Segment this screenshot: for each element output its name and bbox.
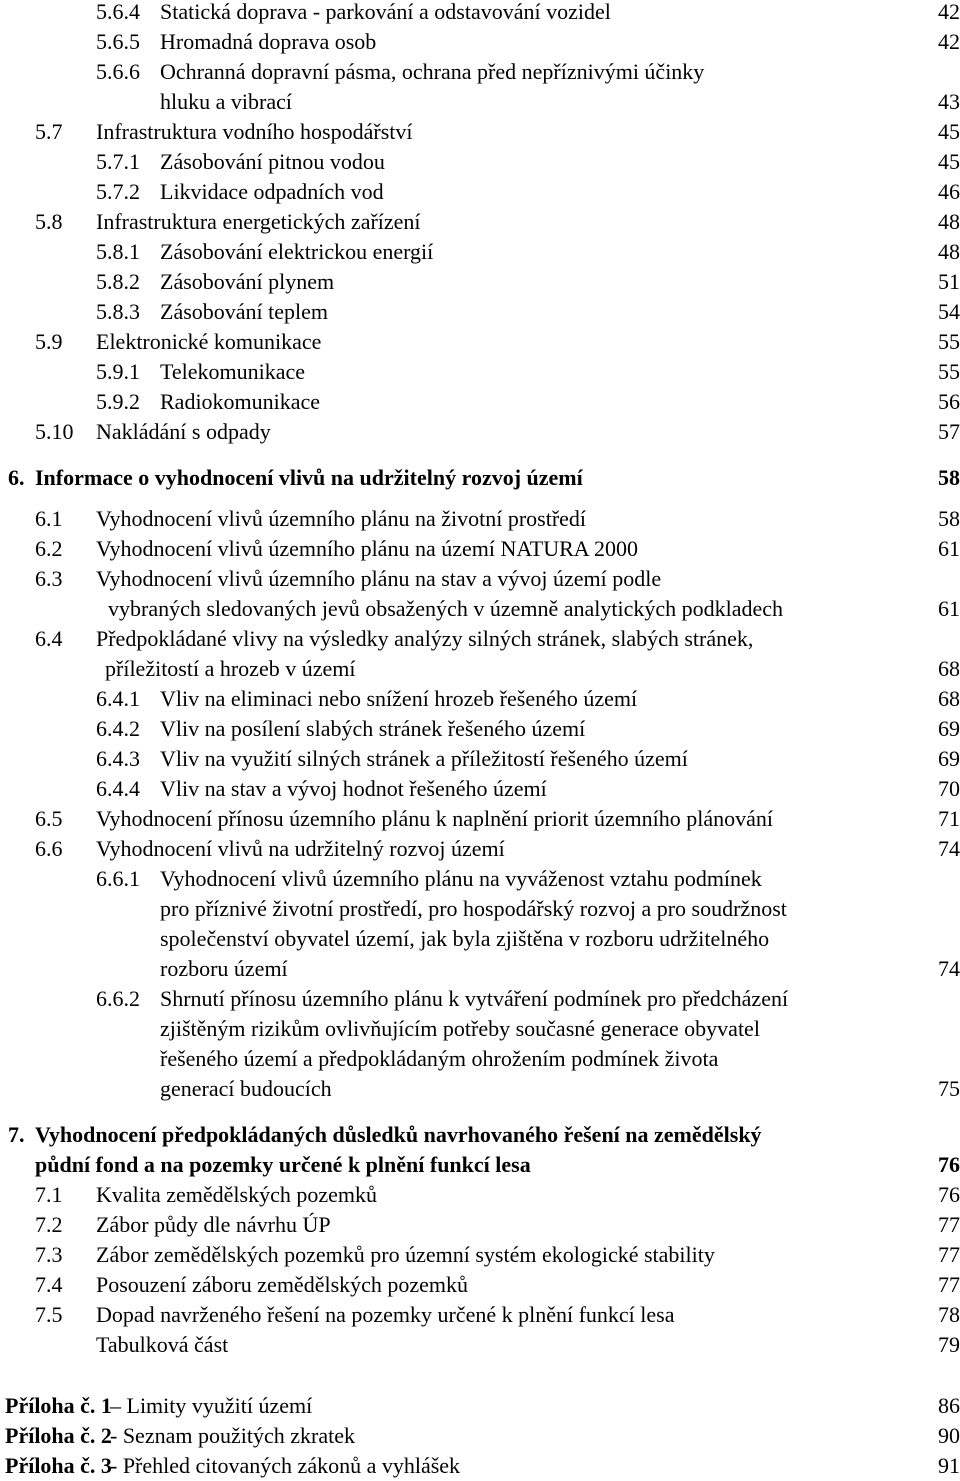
toc-entry-number: 5.8.1 [96, 239, 140, 264]
toc-entry-number: 5.6.4 [96, 0, 140, 24]
toc-entry-page: 75 [938, 1076, 960, 1101]
toc-entry-title: řešeného území a předpokládaným ohrožením podmínek života [160, 1046, 719, 1071]
toc-entry [0, 1014, 960, 1044]
toc-entry-number: 6.6 [35, 836, 63, 861]
toc-entry-number: 5.9.2 [96, 389, 140, 414]
toc-entry-title: vybraných sledovaných jevů obsažených v územně analytických podkladech [108, 596, 784, 621]
toc-entry-page: 61 [938, 536, 960, 561]
toc-entry-title: Zábor zemědělských pozemků pro územní systém ekologické stability [96, 1242, 715, 1267]
toc-entry-title: půdní fond a na pozemky určené k plnění funkcí lesa [35, 1152, 531, 1177]
toc-entry-number: 6.6.2 [96, 986, 140, 1011]
toc-entry-number: 6.4 [35, 626, 63, 651]
toc-entry-number: 5.8.2 [96, 269, 140, 294]
toc-entry-number: 5.8 [35, 209, 63, 234]
toc-entry-title: generací budoucích [160, 1076, 332, 1101]
toc-entry-title: Infrastruktura energetických zařízení [96, 209, 421, 234]
toc-entry-title: Vyhodnocení vlivů územního plánu na vyváženost vztahu podmínek [160, 866, 762, 891]
toc-entry-number: 6.4.1 [96, 686, 140, 711]
toc-entry-page: 46 [938, 179, 960, 204]
toc-entry [0, 1300, 960, 1330]
toc-entry-title: Vliv na využití silných stránek a příležitostí řešeného území [160, 746, 688, 771]
toc-entry-number: 5.10 [35, 419, 74, 444]
toc-entry [0, 207, 960, 237]
toc-entry-title: Zásobování teplem [160, 299, 329, 324]
toc-entry [0, 894, 960, 924]
toc-entry-number: 5.7.1 [96, 149, 140, 174]
toc-entry-page: 76 [938, 1182, 960, 1207]
toc-entry [0, 924, 960, 954]
toc-entry-number: 6.4.4 [96, 776, 140, 801]
toc-entry [0, 387, 960, 417]
toc-entry-title: pro příznivé životní prostředí, pro hospodářský rozvoj a pro soudržnost [160, 896, 787, 921]
toc-entry [0, 297, 960, 327]
toc-entry-page: 48 [938, 239, 960, 264]
toc-entry-page: 45 [938, 119, 960, 144]
toc-entry-title: Tabulková část [96, 1332, 229, 1357]
toc-entry-title: Hromadná doprava osob [160, 29, 377, 54]
toc-entry-title: zjištěným rizikům ovlivňujícím potřeby současné generace obyvatel [160, 1016, 760, 1041]
toc-entry-number: 6.3 [35, 566, 63, 591]
toc-entry [0, 774, 960, 804]
toc-entry-title: příležitostí a hrozeb v území [105, 656, 356, 681]
toc-entry-page: 90 [938, 1423, 960, 1448]
toc-entry-page: 55 [938, 329, 960, 354]
toc-entry [0, 463, 960, 493]
toc-entry-number: 6.4.2 [96, 716, 140, 741]
toc-entry-page: 76 [938, 1152, 960, 1177]
toc-entry-number: 7.4 [35, 1272, 63, 1297]
toc-entry-page: 86 [938, 1393, 960, 1418]
toc-entry-number: 6. [8, 465, 25, 490]
toc-entry-title: Zásobování pitnou vodou [160, 149, 385, 174]
toc-entry-page: 71 [938, 806, 960, 831]
toc-entry-page: 56 [938, 389, 960, 414]
toc-entry-title: Posouzení záboru zemědělských pozemků [96, 1272, 469, 1297]
toc-entry [0, 1270, 960, 1300]
toc-entry-title: Informace o vyhodnocení vlivů na udržitelný rozvoj území [35, 465, 583, 490]
toc-entry-number: 7.1 [35, 1182, 63, 1207]
toc-entry-page: 43 [938, 89, 960, 114]
toc-entry [0, 1330, 960, 1360]
toc-entry-number: 6.4.3 [96, 746, 140, 771]
toc-entry [0, 654, 960, 684]
toc-entry-number: 6.2 [35, 536, 63, 561]
toc-entry-title: Vyhodnocení přínosu územního plánu k naplnění priorit územního plánování [96, 806, 773, 831]
toc-entry-title: Vyhodnocení vlivů územního plánu na území NATURA 2000 [96, 536, 638, 561]
toc-entry [0, 504, 960, 534]
toc-entry [0, 1044, 960, 1074]
toc-entry-number: 5.7.2 [96, 179, 140, 204]
toc-entry-page: 74 [938, 836, 960, 861]
toc-entry [0, 864, 960, 894]
toc-entry-number: 7.2 [35, 1212, 63, 1237]
toc-entry-page: 91 [938, 1453, 960, 1478]
toc-entry-page: 58 [938, 465, 960, 490]
toc-entry-title: Vliv na eliminaci nebo snížení hrozeb řešeného území [160, 686, 638, 711]
toc-entry-page: 79 [938, 1332, 960, 1357]
toc-entry-title: společenství obyvatel území, jak byla zjištěna v rozboru udržitelného [160, 926, 770, 951]
toc-entry-page: 58 [938, 506, 960, 531]
toc-entry [0, 684, 960, 714]
toc-entry-number: 5.6.5 [96, 29, 140, 54]
toc-entry-page: 69 [938, 716, 960, 741]
toc-entry-page: 68 [938, 656, 960, 681]
toc-entry-number: 5.6.6 [96, 59, 140, 84]
toc-entry-page: 51 [938, 269, 960, 294]
toc-entry [0, 564, 960, 594]
toc-entry [0, 1210, 960, 1240]
toc-entry-page: 69 [938, 746, 960, 771]
toc-entry [0, 624, 960, 654]
toc-entry-number: 6.1 [35, 506, 63, 531]
toc-entry-number: Příloha č. 3 [5, 1453, 112, 1478]
toc-entry [0, 1451, 960, 1481]
toc-entry-title: Nakládání s odpady [96, 419, 271, 444]
toc-entry [0, 804, 960, 834]
toc-entry [0, 714, 960, 744]
toc-entry-number: Příloha č. 1 [5, 1393, 112, 1418]
toc-entry-title: Zásobování plynem [160, 269, 335, 294]
toc-entry [0, 1150, 960, 1180]
toc-entry-number: 5.9 [35, 329, 63, 354]
toc-entry-number: 5.9.1 [96, 359, 140, 384]
toc-entry [0, 237, 960, 267]
toc-entry-number: 6.6.1 [96, 866, 140, 891]
toc-entry-title: - Přehled citovaných zákonů a vyhlášek [110, 1453, 461, 1478]
toc-entry [0, 147, 960, 177]
toc-entry [0, 267, 960, 297]
toc-entry-title: Vliv na posílení slabých stránek řešeného území [160, 716, 586, 741]
toc-entry-title: rozboru území [160, 956, 288, 981]
toc-entry [0, 0, 960, 27]
toc-entry-page: 55 [938, 359, 960, 384]
toc-entry [0, 1120, 960, 1150]
toc-entry-title: Telekomunikace [160, 359, 306, 384]
toc-entry-title: Vyhodnocení vlivů územního plánu na stav a vývoj území podle [96, 566, 662, 591]
toc-entry-title: Elektronické komunikace [96, 329, 322, 354]
toc-entry-title: Kvalita zemědělských pozemků [96, 1182, 378, 1207]
toc-entry [0, 357, 960, 387]
toc-entry [0, 177, 960, 207]
toc-entry [0, 1391, 960, 1421]
toc-entry [0, 327, 960, 357]
toc-entry-title: Zásobování elektrickou energií [160, 239, 434, 264]
toc-entry-page: 77 [938, 1242, 960, 1267]
toc-entry-title: Vliv na stav a vývoj hodnot řešeného území [160, 776, 547, 801]
toc-entry [0, 417, 960, 447]
toc-entry-title: Vyhodnocení vlivů územního plánu na životní prostředí [96, 506, 587, 531]
toc-entry [0, 1074, 960, 1104]
toc-entry-page: 77 [938, 1272, 960, 1297]
toc-entry-title: Předpokládané vlivy na výsledky analýzy silných stránek, slabých stránek, [96, 626, 754, 651]
toc-entry-number: 5.8.3 [96, 299, 140, 324]
toc-entry [0, 57, 960, 87]
toc-entry [0, 27, 960, 57]
toc-entry [0, 744, 960, 774]
toc-entry-page: 61 [938, 596, 960, 621]
toc-entry [0, 1180, 960, 1210]
toc-entry-number: 6.5 [35, 806, 63, 831]
toc-entry-page: 48 [938, 209, 960, 234]
toc-entry-title: Shrnutí přínosu územního plánu k vytváření podmínek pro předcházení [160, 986, 789, 1011]
toc-entry [0, 1240, 960, 1270]
toc-entry-page: 42 [938, 29, 960, 54]
toc-entry-page: 42 [938, 0, 960, 24]
toc-entry [0, 954, 960, 984]
toc-entry-page: 57 [938, 419, 960, 444]
toc-entry-page: 70 [938, 776, 960, 801]
toc-entry-page: 78 [938, 1302, 960, 1327]
toc-entry-title: Radiokomunikace [160, 389, 321, 414]
toc-entry-title: Zábor půdy dle návrhu ÚP [96, 1212, 331, 1237]
toc-entry-title: - Seznam použitých zkratek [110, 1423, 355, 1448]
toc-entry-title: Dopad navrženého řešení na pozemky určené k plnění funkcí lesa [96, 1302, 675, 1327]
toc-entry [0, 594, 960, 624]
toc-entry [0, 984, 960, 1014]
toc-entry-number: 7.3 [35, 1242, 63, 1267]
toc-entry-number: 7.5 [35, 1302, 63, 1327]
toc-entry-title: Vyhodnocení předpokládaných důsledků navrhovaného řešení na zemědělský [35, 1122, 762, 1147]
toc-entry-page: 74 [938, 956, 960, 981]
toc-entry [0, 534, 960, 564]
toc-entry [0, 1421, 960, 1451]
toc-entry [0, 834, 960, 864]
toc-entry-page: 45 [938, 149, 960, 174]
toc-entry-number: Příloha č. 2 [5, 1423, 112, 1448]
toc-entry-title: Statická doprava - parkování a odstavování vozidel [160, 0, 611, 24]
toc-entry [0, 87, 960, 117]
toc-entry-page: 54 [938, 299, 960, 324]
toc-entry-number: 5.7 [35, 119, 63, 144]
toc-entry-title: Likvidace odpadních vod [160, 179, 384, 204]
toc-entry-page: 68 [938, 686, 960, 711]
toc-entry-title: Vyhodnocení vlivů na udržitelný rozvoj území [96, 836, 505, 861]
toc-entry-title: – Limity využití území [110, 1393, 313, 1418]
toc-entry-title: hluku a vibrací [160, 89, 292, 114]
toc-entry-title: Ochranná dopravní pásma, ochrana před nepříznivými účinky [160, 59, 705, 84]
toc-entry-number: 7. [8, 1122, 25, 1147]
toc-entry-title: Infrastruktura vodního hospodářství [96, 119, 413, 144]
toc-entry [0, 117, 960, 147]
toc-entry-page: 77 [938, 1212, 960, 1237]
